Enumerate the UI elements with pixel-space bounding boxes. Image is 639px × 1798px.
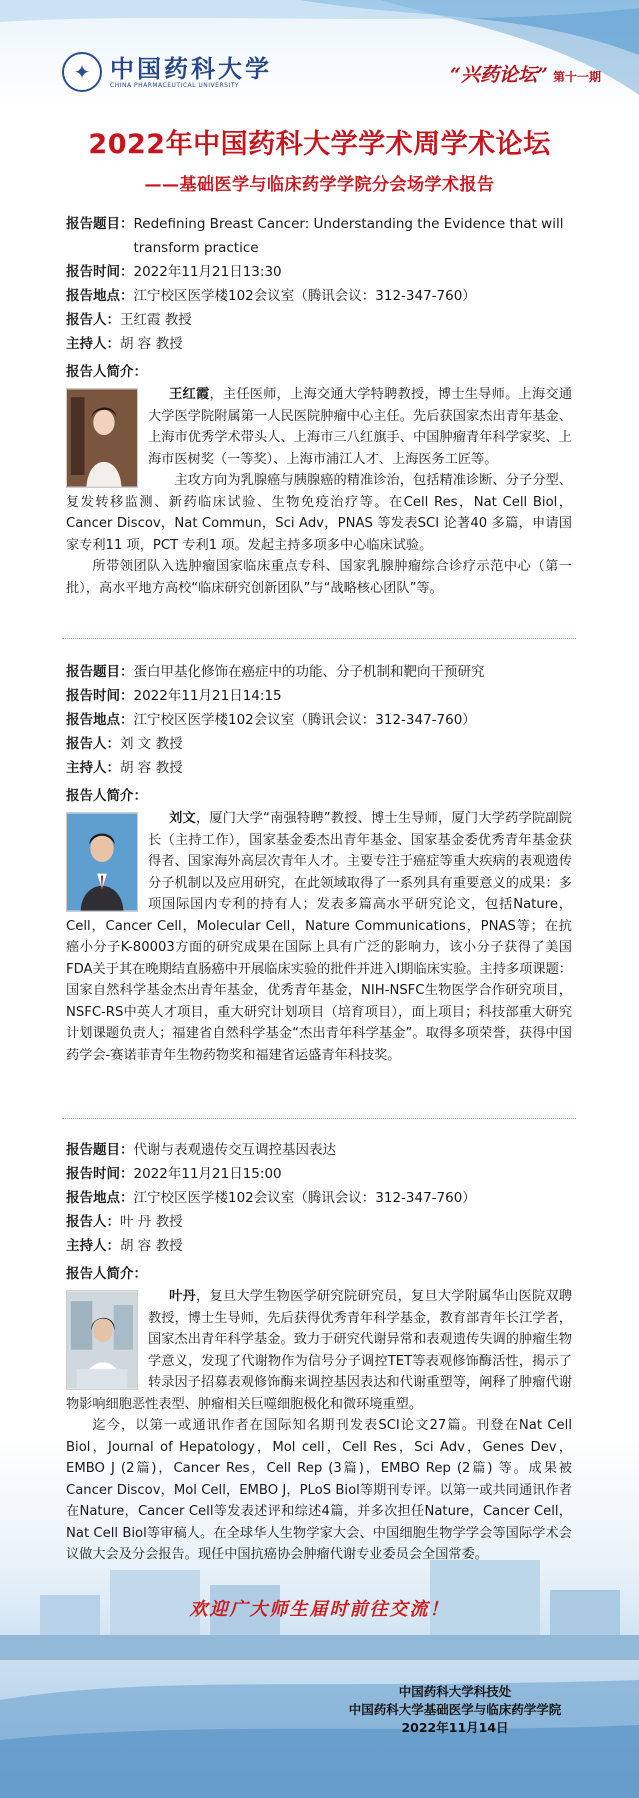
speaker-bio [66, 384, 572, 599]
time-value: 2022年11月21日15:00 [133, 1166, 282, 1182]
topic-value: 代谢与表观遗传交互调控基因表达 [133, 1142, 336, 1158]
section-divider [62, 638, 576, 639]
speaker-photo [66, 388, 138, 488]
host-value: 胡 容 教授 [120, 760, 183, 776]
signature-org-1: 中国药科大学科技处 [398, 1684, 512, 1699]
talk-3 [66, 1138, 572, 1566]
speaker-label: 报告人： [66, 312, 120, 328]
time-row [66, 1162, 572, 1186]
bio-heading: 报告人简介： [66, 364, 147, 380]
place-label: 报告地点： [66, 288, 134, 304]
host-row [66, 756, 572, 780]
talk-2 [66, 660, 572, 1066]
bio-heading: 报告人简介： [66, 1266, 147, 1282]
university-logo [62, 52, 272, 92]
time-row [66, 260, 572, 284]
forum-issue: 第十一期 [552, 70, 601, 84]
university-logo-cn: 中国药科大学 [110, 53, 272, 83]
place-label: 报告地点： [66, 1190, 134, 1206]
bio-text-1: ，复旦大学生物医学研究院研究员，复旦大学附属华山医院双聘教授，博士生导师，先后获得优秀青年科学基金，教育部青年长江学者，国家杰出青年科学基金。致力于研究代谢异常和表观遗传失调的肿瘤生物学意义，发现了代谢物作为信号分子调控TET等表观修饰酶活性，揭示了转录因子招募表观修饰酶来调控基因表达和代谢重塑等，阐释了肿瘤代谢物影响细胞恶性表型、肿瘤相关巨噬细胞极化和微环境重塑。 [66, 1289, 573, 1412]
host-label: 主持人： [66, 1238, 120, 1254]
place-value: 江宁校区医学楼102会议室（腾讯会议：312-347-760） [133, 712, 476, 728]
speaker-value: 叶 丹 教授 [120, 1214, 183, 1230]
section-divider [62, 1118, 576, 1119]
place-row [66, 1186, 572, 1210]
page-subtitle: ——基础医学与临床药学学院分会场学术报告 [144, 175, 495, 195]
speaker-bio [66, 1286, 572, 1566]
signature-org-2: 中国药科大学基础医学与临床药学学院 [348, 1702, 562, 1717]
host-value: 胡 容 教授 [120, 336, 183, 352]
place-label: 报告地点： [66, 712, 134, 728]
bio-text-3: 所带领团队入选肿瘤国家临床重点专科、国家乳腺肿瘤综合诊疗示范中心（第一批），高水平地方高校“临床研究创新团队”与“战略核心团队”等。 [66, 559, 572, 596]
speaker-row [66, 1210, 572, 1234]
topic-label: 报告题目： [66, 216, 134, 232]
place-value: 江宁校区医学楼102会议室（腾讯会议：312-347-760） [133, 288, 476, 304]
place-value: 江宁校区医学楼102会议室（腾讯会议：312-347-760） [133, 1190, 476, 1206]
bio-name: 王红霞 [169, 387, 210, 402]
university-seal-icon: ✦ [62, 52, 102, 92]
bio-text-2: 主攻方向为乳腺癌与胰腺癌的精准诊治，包括精准诊断、分子分型、复发转移监测、新药临床试验、生物免疫治疗等。在Cell Res，Nat Cell Biol，Cancer Discov，Nat Commun，Sci Adv，PNAS 等发表SCI 论著40 多篇，申请国家专利11 项，PCT 专利1 项。发起主持多项多中心临床试验。 [66, 473, 572, 553]
welcome-message: 欢迎广大师生届时前往交流！ [189, 1599, 450, 1620]
university-logo-en: CHINA PHARMACEUTICAL UNIVERSITY [110, 81, 240, 89]
host-label: 主持人： [66, 336, 120, 352]
topic-row [66, 1138, 572, 1162]
time-label: 报告时间： [66, 264, 134, 280]
topic-label: 报告题目： [66, 664, 134, 680]
signature-block [330, 1683, 580, 1737]
place-row [66, 284, 572, 308]
time-row [66, 684, 572, 708]
speaker-label: 报告人： [66, 1214, 120, 1230]
talk-1 [66, 212, 572, 599]
speaker-photo [66, 1290, 138, 1390]
time-label: 报告时间： [66, 688, 134, 704]
host-row [66, 332, 572, 356]
speaker-row [66, 308, 572, 332]
topic-value: Redefining Breast Cancer: Understanding the Evidence that will transform practice [133, 216, 564, 256]
bio-text-1: ，厦门大学“南强特聘”教授、博士生导师，厦门大学药学院副院长（主持工作），国家基金委杰出青年基金、国家基金委优秀青年基金获得者、国家海外高层次青年人才。主要专注于癌症等重大疾病的表观遗传分子机制以及应用研究，在此领域取得了一系列具有重要意义的成果：多项国际国内专利的持有人；发表多篇高水平研究论文，包括Nature，Cell，Cancer Cell，Molecular Cell，Nature Communications，PNAS等；在抗癌小分子K-80003方面的研究成果在国际上具有广泛的影响力，该小分子获得了美国FDA关于其在晚期结直肠癌中开展临床实验的批件并进入I期临床实验。主持多项课题：国家自然科学基金杰出青年基金，优秀青年基金，NIH-NSFC生物医学合作研究项目，NSFC-RS中英人才项目，重大研究计划项目（培育项目），面上项目；科技部重大研究计划课题负责人；福建省自然科学基金“杰出青年科学基金”。取得多项荣誉，获得中国药学会-赛诺菲青年生物药物奖和福建省运盛青年科技奖。 [66, 811, 572, 1063]
bio-text-2: 迄今，以第一或通讯作者在国际知名期刊发表SCI论文27篇。刊登在Nat Cell Biol，Journal of Hepatology，Mol cell，Cell Res，Sci Adv，Genes Dev，EMBO J (2篇)，Cancer Res，Cell Rep (3篇)，EMBO Rep (2篇) 等。成果被Cancer Discov，Mol Cell，EMBO J，PLoS Biol等期刊专评。以第一或共同通讯作者在Nature，Cancer Cell等发表述评和综述4篇，并多次担任Nature，Cancer Cell，Nat Cell Biol等审稿人。在全球华人生物学家大会、中国细胞生物学学会等国际学术会议做大会及分会报告。现任中国抗癌协会肿瘤代谢专业委员会全国常委。 [66, 1418, 572, 1562]
host-value: 胡 容 教授 [120, 1238, 183, 1254]
forum-name: “兴药论坛” [450, 64, 548, 86]
bio-text-1: ，主任医师，上海交通大学特聘教授，博士生导师。上海交通大学医学院附属第一人民医院肿瘤中心主任。先后获国家杰出青年基金、上海市优秀学术带头人、上海市三八红旗手、中国肿瘤青年科学家奖、上海市医树奖（一等奖）、上海市浦江人才、上海医务工匠等。 [148, 387, 573, 467]
place-row [66, 708, 572, 732]
topic-label: 报告题目： [66, 1142, 134, 1158]
speaker-value: 刘 文 教授 [120, 736, 183, 752]
host-label: 主持人： [66, 760, 120, 776]
time-value: 2022年11月21日14:15 [133, 688, 282, 704]
page-title: 2022年中国药科大学学术周学术论坛 [88, 129, 551, 160]
speaker-bio [66, 808, 572, 1066]
signature-date: 2022年11月14日 [401, 1720, 509, 1735]
time-label: 报告时间： [66, 1166, 134, 1182]
bio-name: 叶丹 [169, 1289, 196, 1304]
speaker-row [66, 732, 572, 756]
time-value: 2022年11月21日13:30 [133, 264, 282, 280]
topic-value: 蛋白甲基化修饰在癌症中的功能、分子机制和靶向干预研究 [133, 664, 485, 680]
speaker-value: 王红霞 教授 [120, 312, 192, 328]
bio-name: 刘文 [169, 811, 196, 826]
speaker-photo [66, 812, 138, 912]
speaker-label: 报告人： [66, 736, 120, 752]
topic-row [66, 660, 572, 684]
host-row [66, 1234, 572, 1258]
topic-row [66, 212, 572, 260]
forum-tag [450, 60, 601, 87]
bio-heading: 报告人简介： [66, 788, 147, 804]
